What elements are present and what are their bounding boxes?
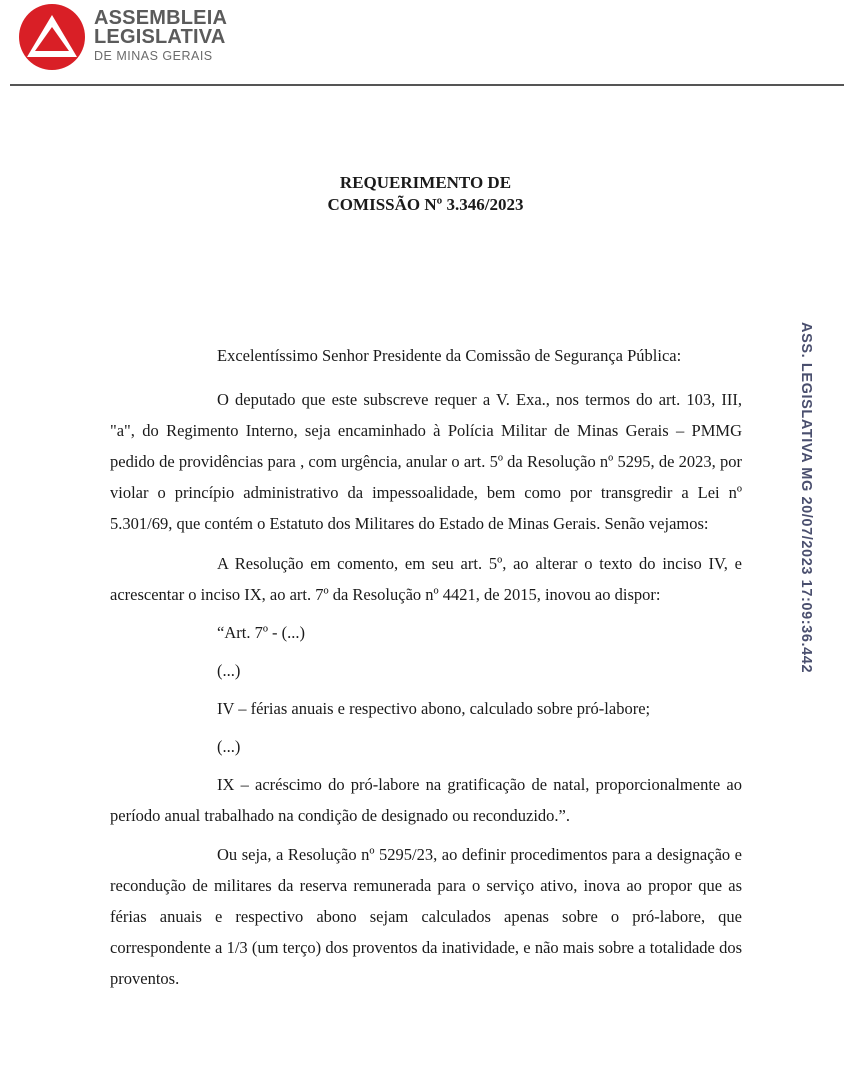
document-title xyxy=(0,172,859,216)
salutation: Excelentíssimo Senhor Presidente da Comissão de Segurança Pública: xyxy=(217,346,682,365)
document-body xyxy=(110,340,742,994)
org-name-line1: ASSEMBLEIA xyxy=(94,7,228,29)
quote-line: (...) xyxy=(217,737,241,756)
quote-line: IV – férias anuais e respectivo abono, calculado sobre pró-labore; xyxy=(217,699,651,718)
quote-line: (...) xyxy=(217,661,241,680)
quote-inciso-ix: IX – acréscimo do pró-labore na gratificação de natal, proporcionalmente ao período anual trabalhado na condição de designado ou reconduzido.”. xyxy=(110,775,742,825)
paragraph-request: O deputado que este subscreve requer a V. Exa., nos termos do art. 103, III, "a", do Regimento Interno, seja encaminhado à Polícia Militar de Minas Gerais – PMMG pedido de providências para , com urgência, anular o art. 5º da Resolução nº 5295, de 2023, por violar o princípio administrativo da impessoalidade, bem como por transgredir a Lei nº 5.301/69, que contém o Estatuto dos Militares do Estado de Minas Gerais. Senão vejamos: xyxy=(110,390,742,533)
quote-line: “Art. 7º - (...) xyxy=(217,623,306,642)
assembly-logo-icon xyxy=(14,4,90,70)
page-header xyxy=(0,0,859,88)
paragraph-resolution: A Resolução em comento, em seu art. 5º, ao alterar o texto do inciso IV, e acrescentar o inciso IX, ao art. 7º da Resolução nº 4421, de 2015, inovou ao dispor: xyxy=(110,554,742,604)
org-name-line2: LEGISLATIVA xyxy=(94,26,226,48)
title-line1: REQUERIMENTO DE xyxy=(339,173,512,192)
organization-name xyxy=(94,9,227,64)
title-line2: COMISSÃO Nº 3.346/2023 xyxy=(327,195,524,214)
paragraph-analysis: Ou seja, a Resolução nº 5295/23, ao definir procedimentos para a designação e recondução de militares da reserva remunerada para o serviço ativo, inova ao propor que as férias anuais e respectivo abono sejam calculados apenas sobre o pró-labore, que correspondente a 1/3 (um terço) dos proventos da inatividade, e não mais sobre a totalidade dos proventos. xyxy=(110,845,742,988)
header-divider xyxy=(10,84,844,86)
protocol-stamp: ASS. LEGISLATIVA MG 20/07/2023 17:09:36.442 xyxy=(798,322,814,674)
org-name-line3: DE MINAS GERAIS xyxy=(94,49,213,63)
